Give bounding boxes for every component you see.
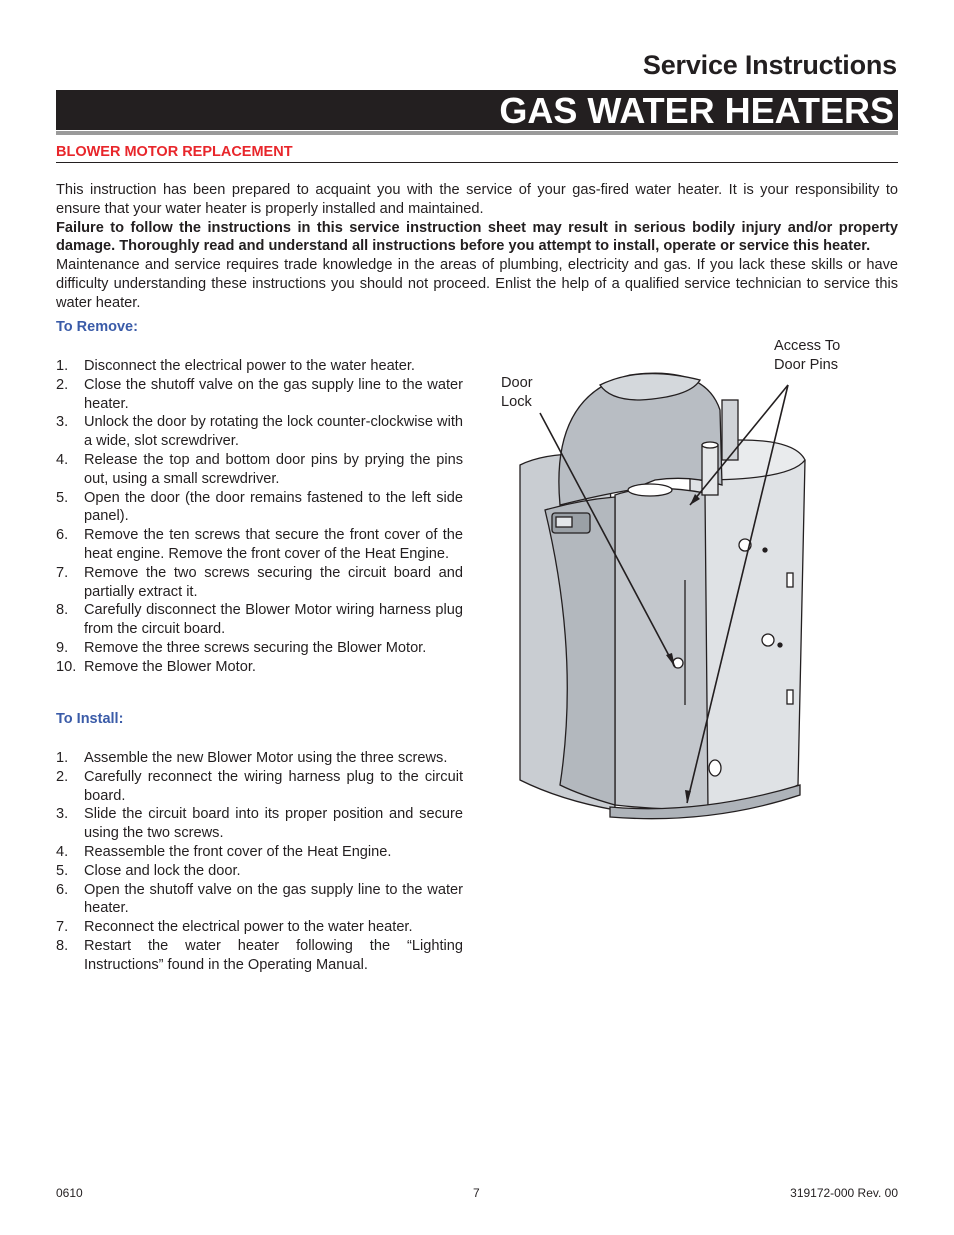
door-lock-label-line: Door <box>501 375 533 391</box>
step-number: 5. <box>56 489 69 506</box>
step-item <box>56 564 463 602</box>
step-text: Unlock the door by rotating the lock counter-clockwise with a wide, slot screwdriver. <box>84 414 463 450</box>
step-item <box>56 937 463 975</box>
page-subtitle: Service Instructions <box>642 50 897 80</box>
step-text: Close and lock the door. <box>84 862 241 879</box>
door-pins-label-line: Access To <box>774 338 841 354</box>
step-text: Open the door (the door remains fastened to the left side panel). <box>84 489 463 525</box>
door-lock-label-line: Lock <box>501 394 532 410</box>
step-number: 1. <box>56 750 69 766</box>
step-number: 4. <box>56 451 69 468</box>
step-number: 2. <box>56 376 69 393</box>
title-banner <box>56 90 898 130</box>
step-number: 8. <box>56 602 69 619</box>
step-item <box>56 601 463 639</box>
intro-text <box>56 181 898 313</box>
door-pins-label-line: Door Pins <box>774 357 839 373</box>
step-text: Release the top and bottom door pins by prying the pins out, using a small screwdriver. <box>84 451 463 487</box>
step-number: 5. <box>56 862 69 879</box>
step-text: Open the shutoff valve on the gas supply line to the water heater. <box>84 881 463 917</box>
remove-steps-list <box>56 357 463 677</box>
step-number: 2. <box>56 768 69 785</box>
document-number: 319172-000 Rev. 00 <box>790 1186 898 1200</box>
step-number: 4. <box>56 843 69 860</box>
step-text: Close the shutoff valve on the gas supply line to the water heater. <box>84 376 463 412</box>
remove-heading: To Remove: <box>56 319 138 335</box>
page-number: 7 <box>473 1186 480 1200</box>
step-number: 9. <box>56 639 69 656</box>
intro-paragraph: Maintenance and service requires trade knowledge in the areas of plumbing, electricity and gas. If you lack these skills or have difficulty understanding these instructions you should not proceed. Enlist the help of a qualified service technician to service this water heater. <box>56 257 898 311</box>
step-item <box>56 862 463 881</box>
step-text: Remove the ten screws that secure the front cover of the heat engine. Remove the front cover of the Heat Engine. <box>84 527 463 562</box>
page-title: GAS WATER HEATERS <box>499 90 894 131</box>
step-number: 10. <box>56 658 77 675</box>
step-number: 8. <box>56 937 69 954</box>
step-text: Remove the two screws securing the circuit board and partially extract it. <box>84 564 463 600</box>
step-item <box>56 749 463 768</box>
section-heading: BLOWER MOTOR REPLACEMENT <box>56 144 293 160</box>
step-number: 1. <box>56 358 69 374</box>
step-text: Carefully reconnect the wiring harness plug to the circuit board. <box>84 768 463 804</box>
step-text: Carefully disconnect the Blower Motor wiring harness plug from the circuit board. <box>84 602 463 638</box>
title-underline <box>56 131 898 135</box>
water-heater-illustration <box>490 355 820 825</box>
intro-paragraph: This instruction has been prepared to acquaint you with the service of your gas-fired water heater. It is your responsibility to ensure that your water heater is properly installed and maintained. <box>56 182 898 217</box>
step-item <box>56 768 463 806</box>
step-item <box>56 526 463 564</box>
install-heading: To Install: <box>56 711 124 727</box>
step-item <box>56 918 463 937</box>
step-number: 3. <box>56 806 69 823</box>
step-number: 7. <box>56 919 69 936</box>
step-item <box>56 376 463 414</box>
step-item <box>56 881 463 919</box>
step-text: Remove the Blower Motor. <box>84 658 256 675</box>
step-text: Reassemble the front cover of the Heat Engine. <box>84 843 392 860</box>
footer-date-code: 0610 <box>56 1186 83 1200</box>
step-item <box>56 658 463 677</box>
step-text: Assemble the new Blower Motor using the three screws. <box>84 750 448 766</box>
step-number: 3. <box>56 414 69 431</box>
step-item <box>56 357 463 376</box>
step-item <box>56 413 463 451</box>
step-item <box>56 489 463 527</box>
warning-paragraph: Failure to follow the instructions in this service instruction sheet may result in serious bodily injury and/or property damage. Thoroughly read and understand all instructions before you attempt to install, operate or service this heater. <box>56 219 898 255</box>
step-text: Reconnect the electrical power to the water heater. <box>84 919 413 936</box>
step-item <box>56 639 463 658</box>
step-text: Disconnect the electrical power to the water heater. <box>84 358 415 374</box>
step-item <box>56 805 463 843</box>
step-text: Remove the three screws securing the Blower Motor. <box>84 639 427 656</box>
step-number: 6. <box>56 527 69 544</box>
install-steps-list <box>56 749 463 975</box>
step-item <box>56 451 463 489</box>
step-number: 6. <box>56 881 69 898</box>
step-number: 7. <box>56 564 69 581</box>
step-text: Slide the circuit board into its proper position and secure using the two screws. <box>84 806 463 842</box>
step-item <box>56 843 463 862</box>
step-text: Restart the water heater following the “Lighting Instructions” found in the Operating Manual. <box>84 937 463 973</box>
section-divider <box>56 162 898 163</box>
